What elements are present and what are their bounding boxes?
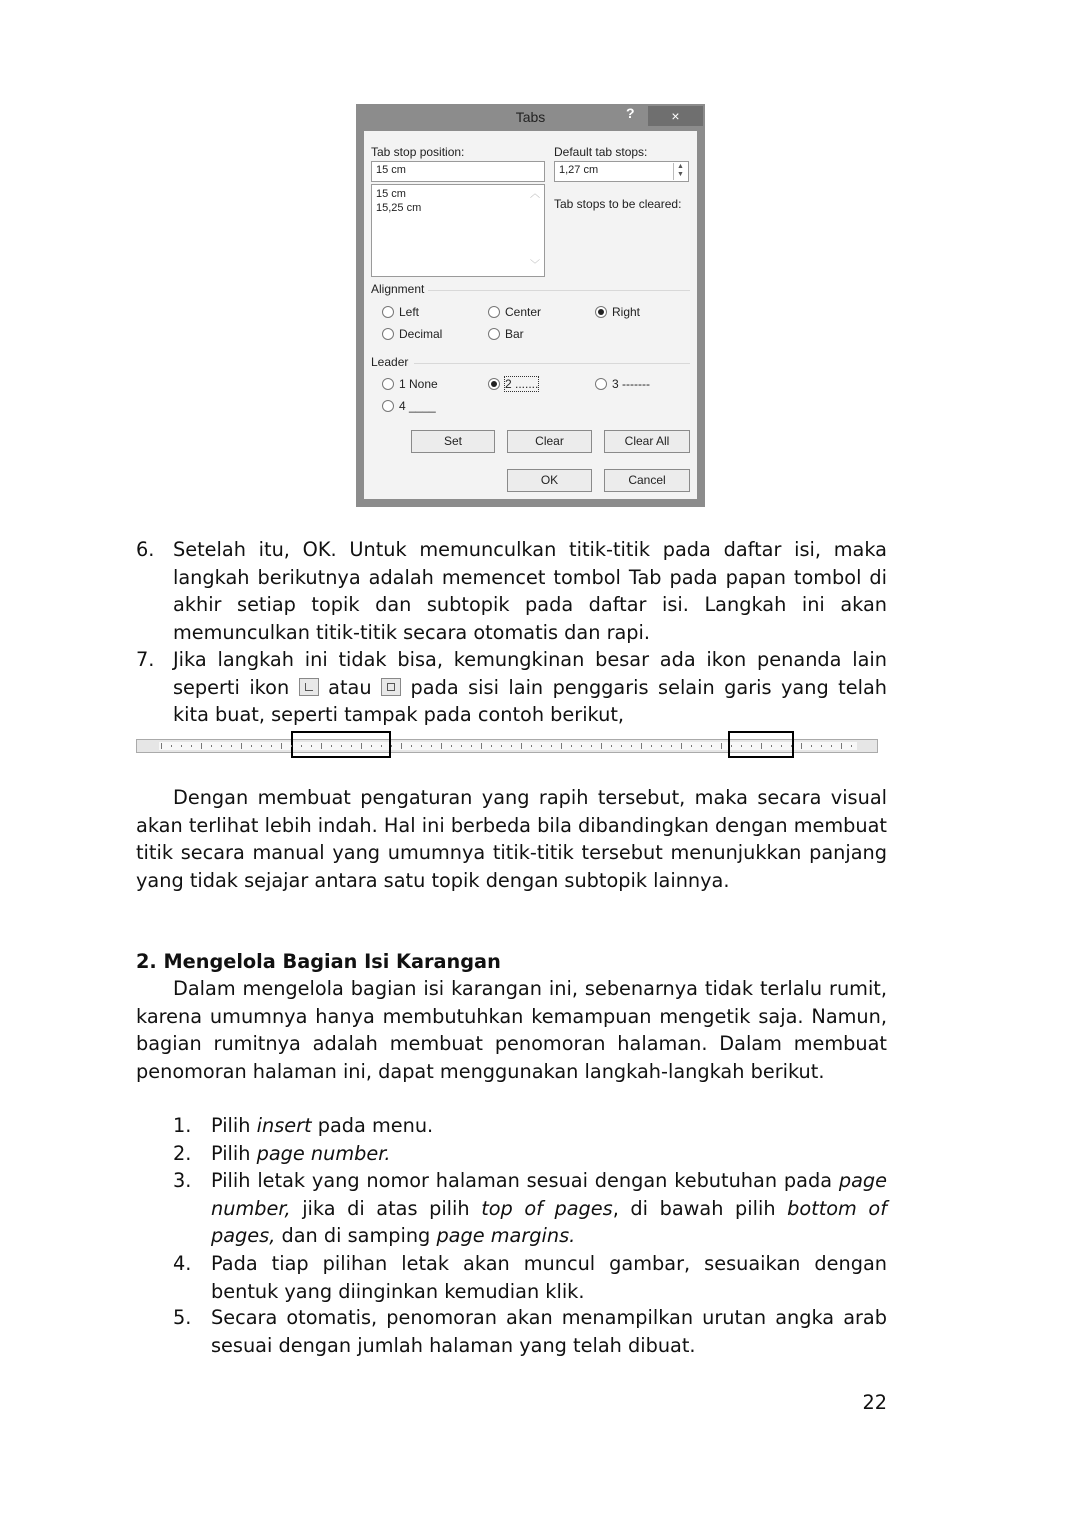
tabs-dialog-figure (356, 104, 705, 507)
list-item[interactable]: 15,25 cm (376, 202, 422, 214)
radio-left-label: Left (399, 305, 420, 319)
list-text (211, 1112, 887, 1140)
ruler-tick (351, 745, 352, 747)
tab-stop-list[interactable] (371, 184, 545, 277)
ruler-tick (771, 745, 772, 747)
close-icon[interactable]: × (648, 106, 703, 126)
ruler-tick (391, 745, 392, 747)
ruler-tick (451, 745, 452, 747)
ruler-tick (561, 743, 562, 749)
alignment-label: Alignment (371, 282, 425, 296)
list-item (173, 1304, 887, 1359)
ruler-tick (191, 745, 192, 747)
ruler-tick (341, 745, 342, 747)
list-number: 7. (136, 648, 155, 671)
radio-leader-2[interactable] (488, 378, 500, 390)
ruler-tick (281, 743, 282, 749)
default-tab-stops-input[interactable] (554, 161, 689, 182)
dialog-body (364, 131, 697, 499)
ruler-tick (661, 745, 662, 747)
ruler-tick (241, 743, 242, 749)
divider (414, 363, 690, 364)
radio-leader-4[interactable] (382, 400, 394, 412)
list-number: 3. (173, 1169, 192, 1192)
text-emphasis: bottom of pages, (211, 1196, 887, 1247)
clear-button[interactable]: Clear (507, 430, 592, 453)
ruler-tick (181, 745, 182, 747)
set-button[interactable]: Set (411, 430, 495, 453)
radio-leader-3[interactable] (595, 378, 607, 390)
ruler-tick (271, 745, 272, 747)
radio-leader-1[interactable] (382, 378, 394, 390)
ruler-tick (171, 745, 172, 747)
ruler-tick (411, 745, 412, 747)
radio-bar[interactable] (488, 328, 500, 340)
default-tab-stops-value: 1,27 cm (559, 164, 599, 176)
radio-leader-2-label: 2 ....... (505, 377, 539, 391)
list-item (136, 536, 887, 646)
text-emphasis: page number. (256, 1142, 391, 1165)
ruler-tick (641, 743, 642, 749)
list-item (173, 1112, 887, 1140)
radio-decimal[interactable] (382, 328, 394, 340)
radio-right[interactable] (595, 306, 607, 318)
radio-center[interactable] (488, 306, 500, 318)
text-span: Pilih letak yang nomor halaman sesuai dengan kebutuhan pada (211, 1169, 839, 1192)
ruler-tick (381, 745, 382, 747)
ruler-tick (261, 745, 262, 747)
list-text: Secara otomatis, penomoran akan menampilkan urutan angka arab sesuai dengan jumlah halaman yang telah dibuat. (211, 1306, 887, 1357)
leader-label: Leader (371, 355, 409, 369)
ruler-tick (301, 745, 302, 747)
ruler-figure (136, 739, 878, 753)
text-emphasis: top of pages (481, 1196, 613, 1220)
list-text: Pada tiap pilihan letak akan muncul gambar, sesuaikan dengan bentuk yang diinginkan kemudian klik. (211, 1252, 887, 1303)
ruler-tick (331, 745, 332, 747)
ruler-tick (821, 745, 822, 747)
ruler-tick (291, 745, 292, 747)
radio-bar-label: Bar (505, 327, 524, 341)
list-item (173, 1167, 887, 1250)
text-span: Pilih (211, 1142, 257, 1165)
ruler-tick (801, 743, 802, 749)
ruler-tick (491, 745, 492, 747)
help-icon[interactable]: ? (626, 105, 635, 121)
ruler-tick (811, 745, 812, 747)
text-emphasis: page margins. (436, 1224, 576, 1247)
ruler-tick (701, 745, 702, 747)
ruler-tick (571, 745, 572, 747)
list-item[interactable]: 15 cm (376, 188, 406, 200)
ruler-tick (681, 743, 682, 749)
ruler-tick (651, 745, 652, 747)
ruler-tick (371, 745, 372, 747)
ruler-tick (671, 745, 672, 747)
ruler-tick (501, 745, 502, 747)
ruler-tick (431, 745, 432, 747)
list-number: 6. (136, 538, 155, 561)
list-number: 5. (173, 1306, 192, 1329)
list-text: Setelah itu, OK. Untuk memunculkan titik-titik pada daftar isi, maka langkah berikutnya adalah memencet tombol Tab pada papan tombol di akhir setiap topik dan subtopik pada daftar isi. Langkah ini akan memunculkan titik-titik secara otomatis dan rapi. (173, 538, 887, 644)
spinner-icon[interactable]: ▲ ▼ (673, 163, 687, 180)
ruler-tick (161, 743, 162, 749)
tab-stop-input[interactable]: 15 cm (371, 161, 545, 182)
ruler-tick (791, 745, 792, 747)
radio-leader-3-label: 3 ------- (612, 377, 650, 391)
ruler-tick (541, 745, 542, 747)
ruler-tick (321, 743, 322, 749)
ruler-tick (511, 745, 512, 747)
tab-stop-label: Tab stop position: (371, 145, 465, 159)
text-span: Pilih (211, 1114, 257, 1137)
radio-decimal-label: Decimal (399, 327, 443, 341)
radio-right-label: Right (612, 305, 641, 319)
ruler-tick (721, 743, 722, 749)
ruler-tick (311, 745, 312, 747)
text-span: , di bawah pilih (612, 1196, 788, 1220)
list-item (173, 1140, 887, 1168)
ruler-tick (621, 745, 622, 747)
text-span: jika di atas pilih (290, 1196, 482, 1220)
chevron-up-icon[interactable]: ︿ (530, 189, 540, 200)
ruler-tick (601, 743, 602, 749)
dialog-titlebar (356, 104, 705, 131)
ruler-tick (461, 745, 462, 747)
ruler-tick (481, 743, 482, 749)
chevron-down-icon[interactable]: ﹀ (530, 260, 540, 271)
ruler-tick (421, 745, 422, 747)
ruler-tick (761, 743, 762, 749)
text-span: pada sisi lain penggaris selain garis yang telah kita buat, seperti tampak pada contoh berikut, (173, 675, 887, 726)
list-item (136, 646, 887, 729)
list-text (211, 1167, 887, 1250)
ruler-tick (231, 745, 232, 747)
ruler-tick (751, 745, 752, 747)
first-line-indent-icon (381, 678, 401, 696)
ruler-tick (581, 745, 582, 747)
list-number: 4. (173, 1252, 192, 1275)
ruler-tick (591, 745, 592, 747)
text-span: pada menu. (311, 1114, 434, 1137)
paragraph: Dengan membuat pengaturan yang rapih tersebut, maka secara visual akan terlihat lebih indah. Hal ini berbeda bila dibandingkan dengan membuat titik secara manual yang umumnya titik-titik tersebut menunjukkan panjang yang tidak sejajar antara satu topik dengan subtopik lainnya. (136, 786, 887, 892)
ruler-tick (841, 743, 842, 749)
ruler-tick (831, 745, 832, 747)
ruler-tick (631, 745, 632, 747)
ruler-tick (251, 745, 252, 747)
list-number: 2. (173, 1142, 192, 1165)
text-span: Jika langkah ini tidak bisa, kemungkinan besar ada ikon penanda lain seperti ikon (173, 648, 887, 699)
divider (428, 290, 690, 291)
ruler-tick (691, 745, 692, 747)
ruler-tick (401, 743, 402, 749)
tab-stops-cleared-label: Tab stops to be cleared: (554, 197, 682, 211)
radio-leader-4-label: 4 ____ (399, 399, 436, 413)
list-text (173, 646, 887, 729)
ruler-tick (361, 743, 362, 749)
ruler-tick (531, 745, 532, 747)
heading-text: 2. Mengelola Bagian Isi Karangan (136, 950, 501, 973)
ruler-tick (441, 743, 442, 749)
ruler-tick (471, 745, 472, 747)
section-heading (136, 948, 887, 976)
ruler-tick (611, 745, 612, 747)
cancel-button[interactable]: Cancel (604, 469, 690, 492)
default-tab-stops-label: Default tab stops: (554, 145, 648, 159)
ruler-tick (741, 745, 742, 747)
left-tab-icon (299, 678, 319, 696)
text-emphasis: page number, (211, 1169, 887, 1220)
ok-button[interactable]: OK (507, 469, 592, 492)
text-emphasis: insert (256, 1114, 312, 1137)
list-number: 1. (173, 1114, 192, 1137)
text-span: atau (328, 675, 372, 699)
radio-leader-1-label: 1 None (399, 377, 438, 391)
ruler-tick (211, 745, 212, 747)
ruler-tick (731, 745, 732, 747)
list-text (211, 1140, 887, 1168)
ruler-tick (201, 743, 202, 749)
ruler-tick (711, 745, 712, 747)
ruler-tick (851, 745, 852, 747)
paragraph: Dalam mengelola bagian isi karangan ini, sebenarnya tidak terlalu rumit, karena umumnya hanya membutuhkan kemampuan mengetik saja. Namun, bagian rumitnya adalah membuat penomoran halaman. Dalam membuat penomoran halaman ini, dapat menggunakan langkah-langkah berikut. (136, 977, 887, 1083)
text-span: dan di samping (275, 1224, 437, 1247)
ruler-tick (521, 743, 522, 749)
clear-all-button[interactable]: Clear All (604, 430, 690, 453)
page-number: 22 (862, 1391, 887, 1414)
dialog-title: Tabs (515, 109, 546, 125)
radio-center-label: Center (505, 305, 542, 319)
ruler-tick (551, 745, 552, 747)
ruler-tick (781, 745, 782, 747)
ruler-tick (221, 745, 222, 747)
list-item (173, 1250, 887, 1305)
radio-left[interactable] (382, 306, 394, 318)
